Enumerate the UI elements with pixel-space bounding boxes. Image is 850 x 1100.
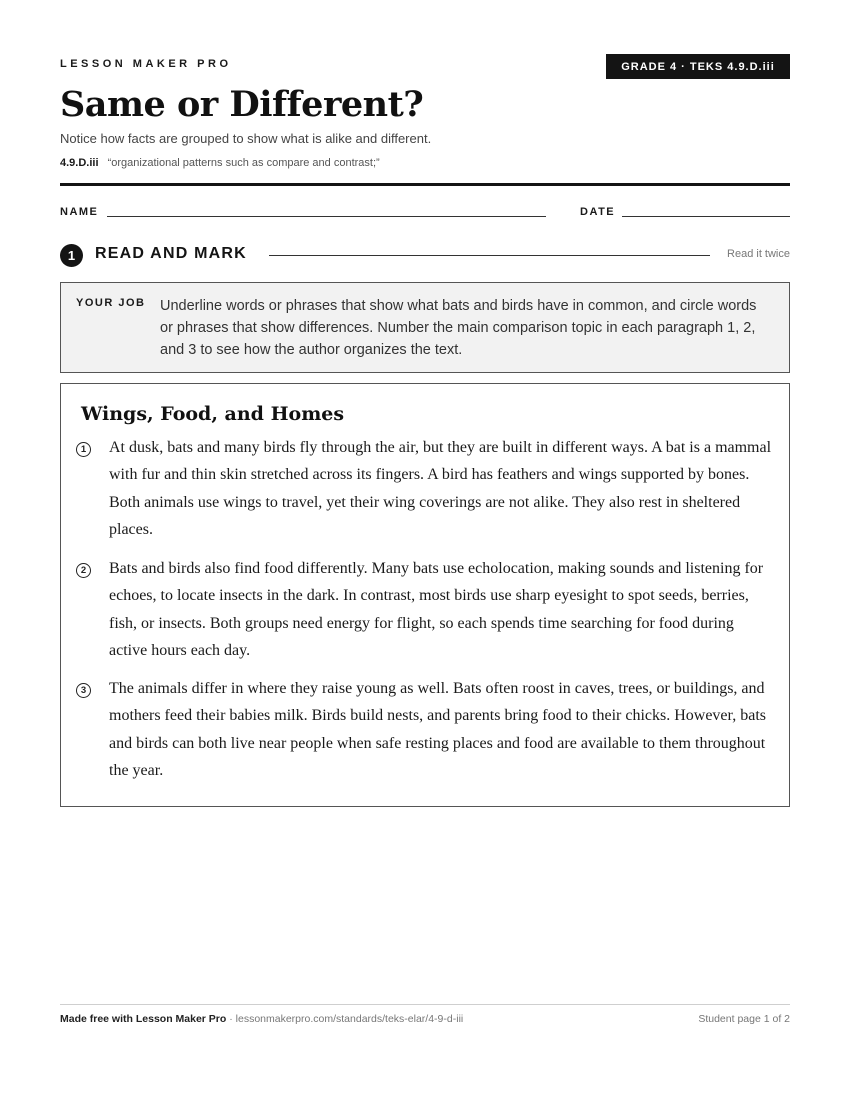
grade-badge: GRADE 4 · TEKS 4.9.D.iii <box>606 54 790 79</box>
worksheet-page <box>60 0 790 1100</box>
paragraph-text: Bats and birds also find food differently. Many bats use echolocation, making sounds and listening for echoes, to locate insects in the dark. In contrast, most birds use sharp eyesight to spot seeds, berries, fish, or insects. Both groups need energy for flight, so each spends time searching for food during active hours each day. <box>109 560 764 659</box>
section-number-badge: 1 <box>60 244 83 267</box>
passage-title: Wings, Food, and Homes <box>81 403 345 425</box>
paragraph-number-circle: 2 <box>76 563 91 578</box>
standard-row <box>60 157 380 169</box>
standard-code: 4.9.D.iii <box>60 157 99 169</box>
paragraph-number-circle: 3 <box>76 683 91 698</box>
instructions-label: YOUR JOB <box>76 297 146 309</box>
section-note: Read it twice <box>727 248 790 260</box>
paragraph-number-circle: 1 <box>76 442 91 457</box>
date-label: DATE <box>580 206 616 218</box>
standard-text: “organizational patterns such as compare and contrast;” <box>107 157 380 169</box>
instructions-box <box>60 282 790 373</box>
instructions-text: Underline words or phrases that show what bats and birds have in common, and circle words or phrases that show differences. Number the main comparison topic in each paragraph 1, 2, and 3 to see how the author organizes the text. <box>160 298 757 358</box>
footer-brand: Made free with Lesson Maker Pro <box>60 1013 227 1025</box>
reading-passage <box>60 383 790 807</box>
footer-divider <box>60 1004 790 1005</box>
footer-page-number: Student page 1 of 2 <box>698 1013 790 1025</box>
paragraph-text: At dusk, bats and many birds fly through the air, but they are built in different ways. A bat is a mammal with fur and thin skin stretched across its fingers. A bird has feathers and wings supported by bones. Both animals use wings to travel, yet their wing coverings are not alike. They also rest in sheltered places. <box>109 439 772 538</box>
section-divider <box>269 255 710 256</box>
section-title: READ AND MARK <box>95 245 247 262</box>
date-field-line[interactable] <box>622 216 790 217</box>
footer-url[interactable]: · lessonmakerpro.com/standards/teks-elar/4-9-d-iii <box>226 1013 464 1025</box>
page-title: Same or Different? <box>60 84 424 125</box>
page-subtitle: Notice how facts are grouped to show what is alike and different. <box>60 131 432 146</box>
name-label: NAME <box>60 206 99 218</box>
brand-name: LESSON MAKER PRO <box>60 58 232 70</box>
name-field-line[interactable] <box>107 216 546 217</box>
footer-credit <box>60 1013 463 1025</box>
header-divider <box>60 183 790 186</box>
paragraph-text: The animals differ in where they raise young as well. Bats often roost in caves, trees, or buildings, and mothers feed their babies milk. Birds build nests, and parents bring food to their chicks. However, bats and birds can both live near people when safe resting places and food are available to them throughout the year. <box>109 680 766 779</box>
